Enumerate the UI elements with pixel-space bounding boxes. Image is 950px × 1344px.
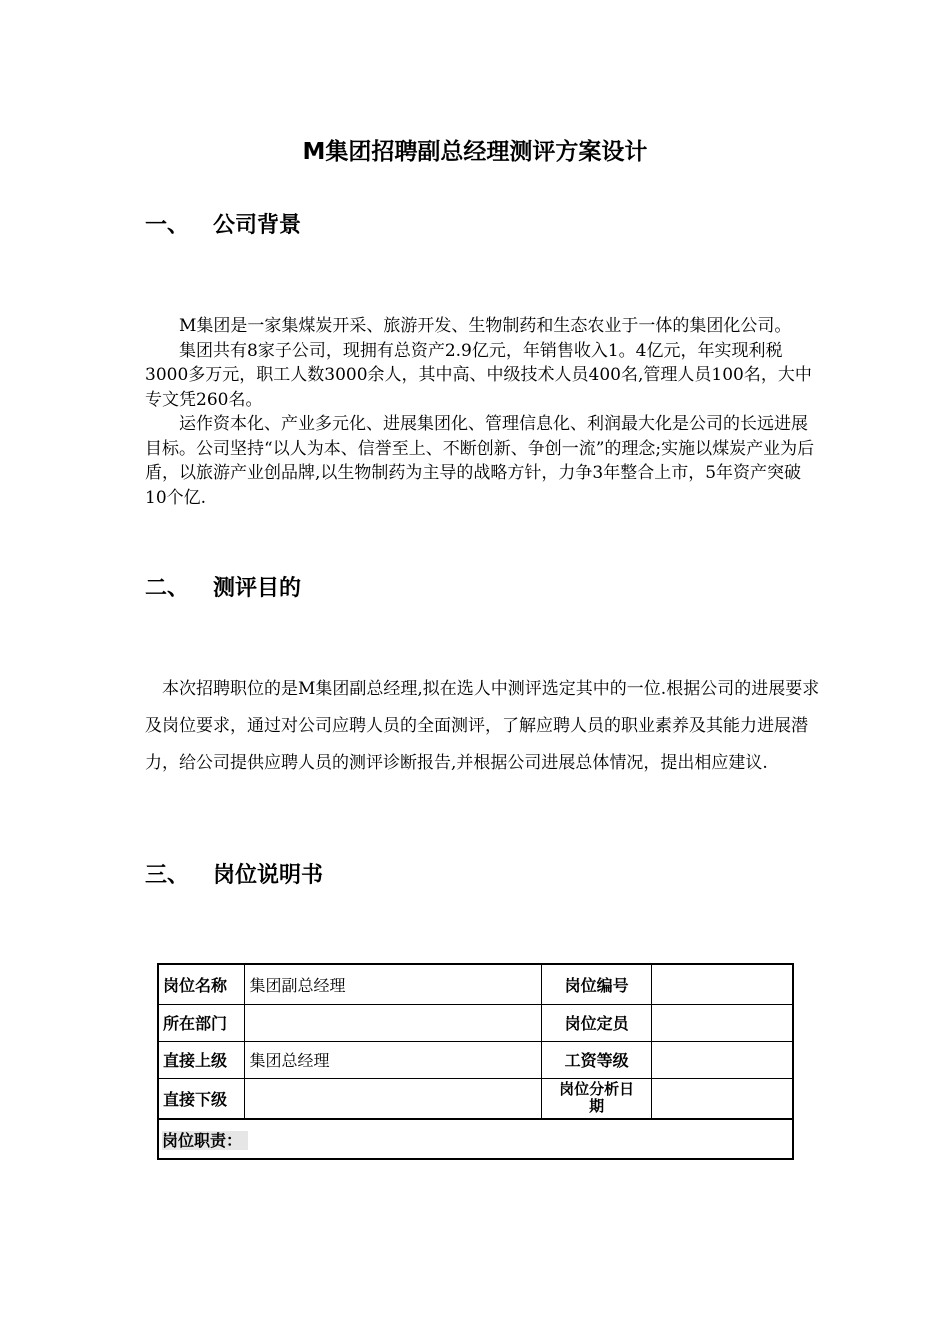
value-direct-subordinate	[245, 1078, 542, 1119]
label-salary-grade: 工资等级	[542, 1041, 652, 1078]
label-headcount: 岗位定员	[542, 1004, 652, 1041]
table-row	[158, 1119, 793, 1159]
label-position-code: 岗位编号	[542, 964, 652, 1004]
section-number: 二、	[145, 576, 190, 601]
table-row	[158, 964, 793, 1004]
value-direct-superior: 集团总经理	[245, 1041, 542, 1078]
paragraph: 运作资本化、产业多元化、进展集团化、管理信息化、利润最大化是公司的长远进展目标。公司坚持“以人为本、信誉至上、不断创新、争创一流”的理念;实施以煤炭产业为后盾，以旅游产业创品牌,以生物制药为主导的战略方针，力争3年整合上市，5年资产突破10个亿.	[145, 414, 815, 508]
value-headcount	[652, 1004, 793, 1041]
page-title: M集团招聘副总经理测评方案设计	[302, 139, 648, 165]
section-number: 一、	[145, 213, 190, 238]
section-title: 岗位说明书	[213, 863, 324, 888]
purpose-text	[145, 671, 820, 782]
table-row	[158, 1041, 793, 1078]
section-title: 公司背景	[213, 213, 302, 238]
section-title: 测评目的	[213, 576, 302, 601]
section-heading-purpose	[145, 574, 301, 604]
paragraph: M集团是一家集煤炭开采、旅游开发、生物制药和生态农业于一体的集团化公司。	[179, 316, 792, 336]
section-number: 三、	[145, 863, 190, 888]
label-position-name: 岗位名称	[158, 964, 245, 1004]
background-text	[145, 314, 820, 510]
label-direct-superior: 直接上级	[158, 1041, 245, 1078]
value-position-code	[652, 964, 793, 1004]
job-description-table	[157, 963, 794, 1160]
value-department	[245, 1004, 542, 1041]
label-duties: 岗位职责：	[162, 1131, 248, 1150]
table-row	[158, 1004, 793, 1041]
paragraph: 本次招聘职位的是M集团副总经理,拟在选人中测评选定其中的一位.根据公司的进展要求及岗位要求，通过对公司应聘人员的全面测评，了解应聘人员的职业素养及其能力进展潜力，给公司提供应聘人员的测评诊断报告,并根据公司进展总体情况，提出相应建议.	[145, 679, 820, 773]
table-row	[158, 1078, 793, 1119]
section-heading-job-description	[145, 861, 323, 891]
value-position-name: 集团副总经理	[245, 964, 542, 1004]
value-analysis-date	[652, 1078, 793, 1119]
label-direct-subordinate: 直接下级	[158, 1078, 245, 1119]
label-department: 所在部门	[158, 1004, 245, 1041]
paragraph: 集团共有8家子公司，现拥有总资产2.9亿元，年销售收入1。4亿元，年实现利税3000多万元，职工人数3000余人，其中高、中级技术人员400名,管理人员100名，大中专文凭260名。	[145, 340, 812, 410]
value-salary-grade	[652, 1041, 793, 1078]
section-heading-background	[145, 211, 301, 241]
duties-cell	[158, 1119, 793, 1159]
label-analysis-date: 岗位分析日期	[542, 1078, 652, 1119]
